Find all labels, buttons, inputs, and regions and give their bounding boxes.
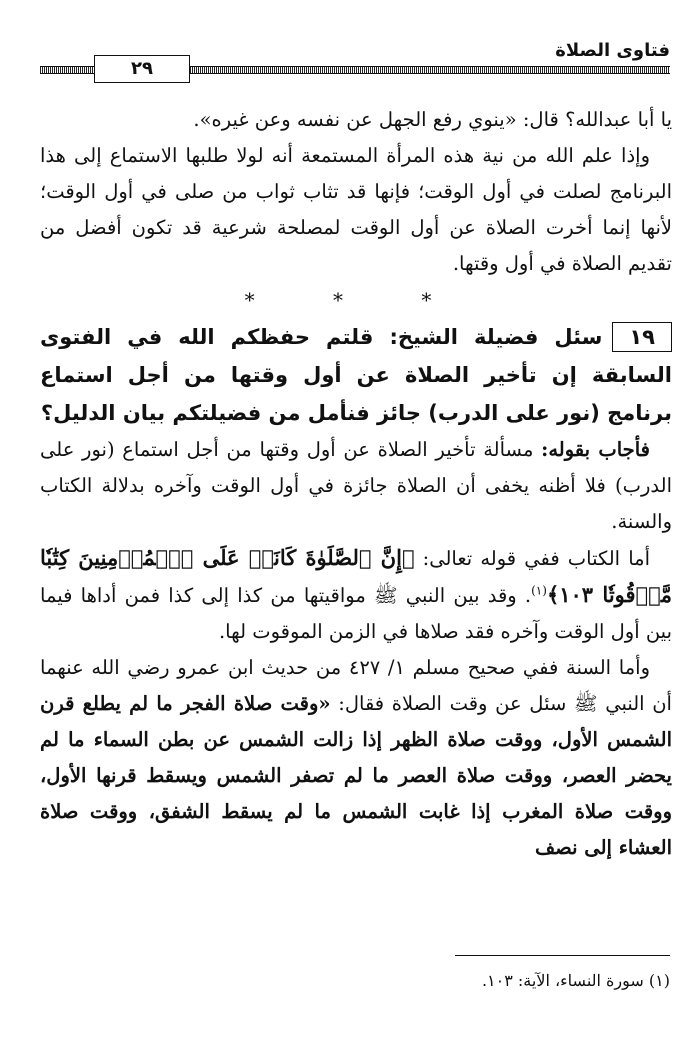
- question-number-box: ١٩: [612, 322, 672, 352]
- footnote-marker: (١): [531, 583, 547, 598]
- running-header: [40, 40, 670, 80]
- quran-verse: ﴿إِنَّ ٱلصَّلَوٰةَ كَانَتۡ عَلَى ٱلۡمُؤۡمِنِينَ كِتَٰبٗا مَّوۡقُوتٗا ١٠٣﴾: [40, 545, 672, 607]
- footnote: (١) سورة النساء، الآية: ١٠٣.: [481, 971, 670, 990]
- section-separator: * * *: [244, 288, 468, 312]
- book-title: فتاوى الصلاة: [555, 40, 670, 61]
- kitab-lead: أما الكتاب ففي قوله تعالى:: [422, 547, 650, 570]
- answer-text: مسألة تأخير الصلاة عن أول وقتها من أجل استماع (نور على الدرب) فلا أظنه يخفى أن الصلاة جائزة في أول الوقت وآخره بدلالة الكتاب والسنة.: [40, 438, 672, 533]
- sunnah-lead: وأما السنة ففي صحيح مسلم ١/ ٤٢٧ من حديث ابن عمرو رضي الله عنهما أن النبي ﷺ سئل عن وقت الصلاة فقال:: [40, 656, 672, 715]
- answer-label: فأجاب بقوله:: [541, 438, 651, 461]
- footnote-rule: [455, 955, 670, 956]
- kitab-rest: . وقد بين النبي ﷺ مواقيتها من كذا إلى كذا فمن أداها فيما بين أول الوقت وآخره فقد صلاها في الزمن الموقوت لها.: [40, 584, 672, 643]
- hadith-text: «وقت صلاة الفجر ما لم يطلع قرن الشمس الأول، ووقت صلاة الظهر إذا زالت الشمس عن بطن السماء ما لم يحضر العصر، ووقت صلاة العصر ما لم تصفر الشمس ويسقط قرنها الأول، ووقت صلاة المغرب إذا غابت الشمس ما لم يسقط الشفق، ووقت صلاة العشاء إلى نصف: [40, 692, 672, 859]
- page-number: ٢٩: [94, 55, 190, 83]
- kitab-paragraph: [40, 540, 672, 650]
- sunnah-paragraph: [40, 650, 672, 866]
- page-body: [40, 102, 672, 866]
- question-paragraph: [40, 318, 672, 432]
- question-text: سئل فضيلة الشيخ: قلتم حفظكم الله في الفتوى السابقة إن تأخير الصلاة عن أول وقتها من أجل استماع برنامج (نور على الدرب) جائز فنأمل من فضيلتكم بيان الدليل؟: [40, 325, 672, 425]
- paragraph-2: وإذا علم الله من نية هذه المرأة المستمعة أنه لولا طلبها الاستماع إلى هذا البرنامج لصلت في أول الوقت؛ فإنها قد تثاب ثواب من صلى في أول الوقت؛ لأنها إنما أخرت الصلاة عن أول الوقت لمصلحة شرعية قد تكون أفضل من تقديم الصلاة في أول وقتها.: [40, 144, 672, 275]
- paragraph-1: يا أبا عبدالله؟ قال: «ينوي رفع الجهل عن نفسه وعن غيره».: [193, 108, 672, 131]
- answer-paragraph: [40, 432, 672, 540]
